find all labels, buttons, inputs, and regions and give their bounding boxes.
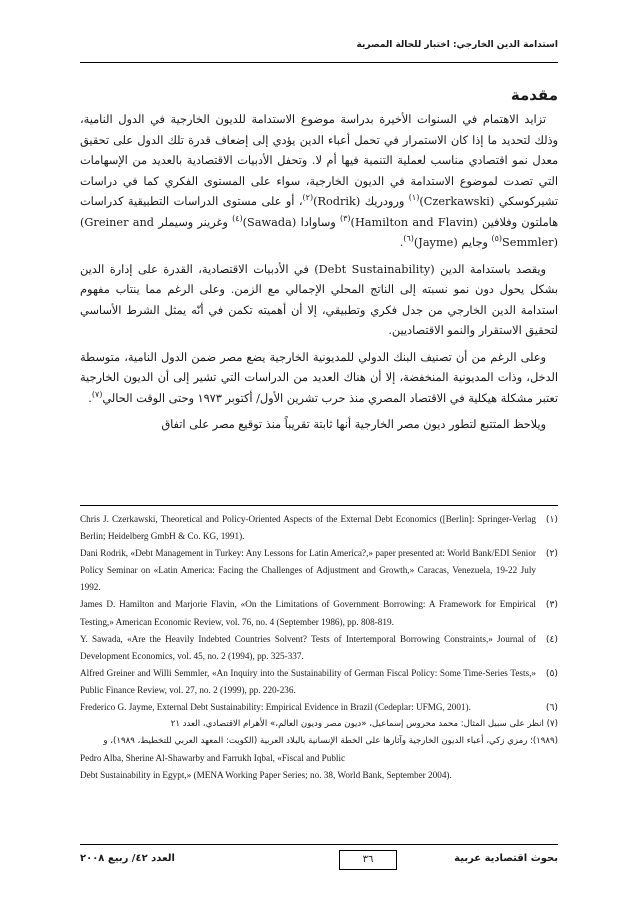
paragraph-4: ويلاحظ المتتبع لتطور ديون مصر الخارجية أنها ثابتة تقريباً منذ توقيع مصر على اتفاق bbox=[161, 418, 546, 431]
journal-name: بحوث اقتصادية عربية bbox=[454, 853, 558, 864]
article-body bbox=[80, 84, 558, 442]
footnote-1: (١) Chris J. Czerkawski, Theoretical and Policy-Oriented Aspects of the External Debt Economics ([Berlin]: Springer-Verlag Berlin; Heidelberg GmbH & Co. KG, 1991). bbox=[80, 514, 558, 542]
footnote-3: (٣) James D. Hamilton and Marjorie Flavin, «On the Limitations of Government Borrowing: A Framework for Empirical Testing,» American Economic Review, vol. 76, no. 4 (September 1986), pp. 808-819. bbox=[80, 599, 558, 627]
footnote-4: (٤) Y. Sawada, «Are the Heavily Indebted Countries Solvent? Tests of Intertemporal Borrowing Constraints,» Journal of Development Economics, vol. 45, no. 2 (1994), pp. 325-337. bbox=[80, 633, 558, 661]
page-footer bbox=[80, 850, 558, 872]
paragraph-2: ويقصد باستدامة الدين (Debt Sustainability) في الأدبيات الاقتصادية، القدرة على إدارة الدين بشكل يحول دون نمو نسبته إلى الناتج المحلي الإجمالي مع الزمن. وعلى الرغم مما ينتاب مفهوم استدامة الدين الخارجي من جدل فكري وتطبيقي، إلا أن أهميته تكمن في أنّه يمثل الشرط الأساسي لتحقيق الاستقرار والنمو الاقتصاديين. bbox=[80, 262, 558, 337]
footnote-rule bbox=[80, 505, 558, 506]
footnote-6: (٦) Frederico G. Jayme, External Debt Sustainability: Empirical Evidence in Brazil (Cedeplar: UFMG, 2001). bbox=[80, 702, 558, 714]
citation-greiner: (Greiner and Semmler) bbox=[80, 215, 558, 249]
citation-hamilton: (Hamilton and Flavin) bbox=[350, 215, 478, 229]
page-number: ٣٦ bbox=[339, 850, 397, 870]
footnote-5: (٥) Alfred Greiner and Willi Semmler, «An Inquiry into the Sustainability of German Fiscal Policy: Some Time-Series Tests,» Public Finance Review, vol. 27, no. 2 (1999), pp. 220-236. bbox=[80, 667, 558, 695]
footnote-ref-2[interactable]: (٢) bbox=[302, 193, 314, 203]
paragraph-1: تزايد الاهتمام في السنوات الأخيرة بدراسة موضوع الاستدامة للديون الخارجية في الدول النامية، وذلك لتحديد ما إذا كان الاستمرار في تحمل أعباء الدين يؤدي إلى إضعاف قدرة تلك الدول على تحقيق معدل نمو اقتصادي مناسب لعملية التنمية فيها أم لا. وتحفل الأدبيات الاقتصادية بالعديد من الإسهامات التي تصدت لموضوع الاستدامة في الديون الخارجية، سواء على المستوى الفكري كما في دراسات تشيركوسكي (Czerkawski)$^{(١)}$ ورودريك (Rodrik)$^{(٢)}$، أو على مستوى الدراسات التطبيقية كدراسات هاملتون وفلافين (Hamilton and Flavin)$^{(٣)}$ وساوادا (Sawada)$^{(٤)}$ وغرينر وسيملر (Greiner and Semmler)$^{(٥)}$ وجايم (Jayme)$^{(٦)}$. bbox=[80, 113, 559, 249]
footnote-2: (٢) Dani Rodrik, «Debt Management in Turkey: Any Lessons for Latin America?,» paper presented at: World Bank/EDI Senior Policy Seminar on «Latin America: Facing the Challenges of Adjustment and Growth,» Caracas, Venezuela, 19-22 July 1992. bbox=[80, 548, 558, 593]
footnote-7: (٧) انظر على سبيل المثال: محمد محروس إسماعيل، «ديون مصر وديون العالم،» الأهرام الاقتصادي، العدد ٢١ (١٩٨٩)؛ رمزي زكي، أعباء الديون الخارجية وآثارها على الخطة الإنسانية بالبلاد العربية (الكويت: المعهد العربي للتخطيط، ١٩٨٩)، و Pedro Alba, Sherine Al-Shawarby and Farrukh Iqbal, «Fiscal and Public Debt Sustainability in Egypt,» (MENA Working Paper Series; no. 38, World Bank, September 2004). bbox=[80, 719, 558, 781]
citation-jayme: (Jayme) bbox=[413, 236, 458, 249]
citation-sawada: (Sawada) bbox=[242, 215, 297, 229]
footnote-ref-1[interactable]: (١) bbox=[408, 193, 420, 203]
section-title: مقدمة bbox=[510, 86, 558, 104]
footer-rule bbox=[80, 844, 558, 845]
footnote-ref-7[interactable]: (٧) bbox=[91, 389, 103, 399]
issue-info: العدد ٤٢/ ربيع ٢٠٠٨ bbox=[80, 853, 175, 864]
header-rule bbox=[80, 62, 558, 63]
paragraph-3: وعلى الرغم من أن تصنيف البنك الدولي للمديونية الخارجية يضع مصر ضمن الدول النامية، متوسطة الدخل، وذات المديونية المنخفضة، إلا أن هناك العديد من الدراسات التي تشير إلى أن الديون الخارجية تعتبر مشكلة هيكلية في الاقتصاد المصري منذ حرب تشرين الأول/ أكتوبر ١٩٧٣ وحتى الوقت الحالي$^{(٧)}$. bbox=[80, 350, 558, 405]
footnote-ref-6[interactable]: (٦) bbox=[403, 234, 414, 244]
footnote-ref-5[interactable]: (٥) bbox=[491, 234, 503, 244]
footnote-ref-4[interactable]: (٤) bbox=[232, 213, 243, 223]
term-debt-sustainability: (Debt Sustainability) bbox=[314, 262, 435, 276]
citation-czerkawski: (Czerkawski) bbox=[419, 195, 495, 208]
citation-rodrik: (Rodrik) bbox=[313, 195, 361, 208]
footnote-ref-3[interactable]: (٣) bbox=[340, 213, 351, 223]
running-header: استدامة الدين الخارجي: اختبار للحالة المصرية bbox=[356, 40, 558, 50]
footnotes bbox=[80, 511, 558, 785]
